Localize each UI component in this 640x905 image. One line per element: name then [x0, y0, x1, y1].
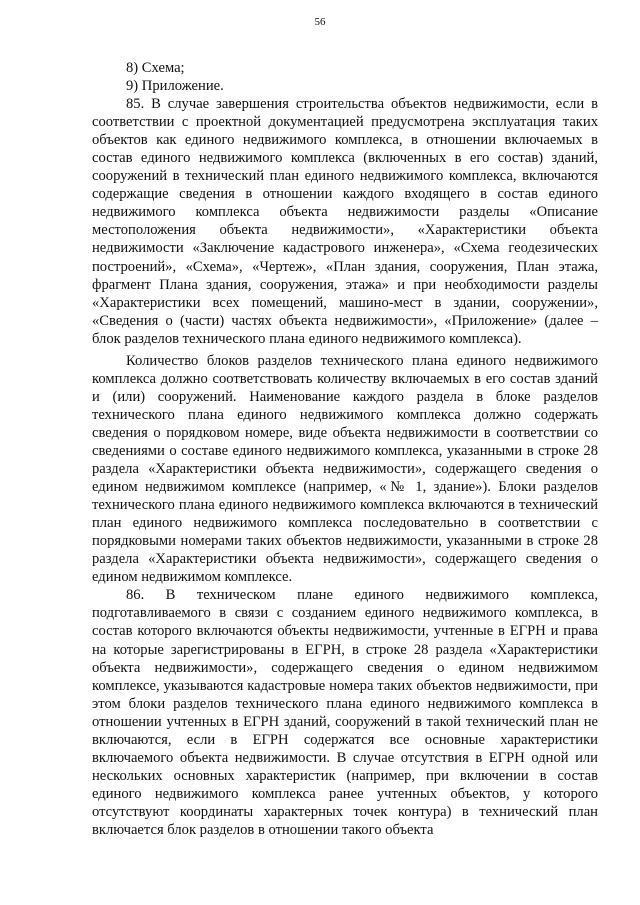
- list-item-scheme: 8) Схема;: [126, 60, 185, 76]
- clause-85-continuation: Количество блоков разделов технического плана единого недвижимого комплекса должно соответствовать количеству включаемых в его состав зданий и (или) сооружений. Наименование каждого раздела в блоке разделов технического плана единого недвижимого комплекса должно содержать сведения о порядковом номере, виде объекта недвижимости в соответствии со сведениями о составе единого недвижимого комплекса, указанными в строке 28 раздела «Характеристики объекта недвижимости», содержащего сведения о едином недвижимом комплексе (например, «№ 1, здание»). Блоки разделов технического плана единого недвижимого комплекса включаются в технический план единого недвижимого комплекса последовательно в соответствии с порядковыми номерами таких объектов недвижимости, указанными в строке 28 раздела «Характеристики объекта недвижимости», содержащего сведения о едином недвижимом комплексе.: [92, 352, 598, 586]
- page-number: 56: [314, 16, 326, 28]
- clause-86: 86. В техническом плане единого недвижимого комплекса, подготавливаемого в связи с созданием единого недвижимого комплекса, в состав которого включаются объекты недвижимости, учтенные в ЕГРН и права на которые зарегистрированы в ЕГРН, в строке 28 раздела «Характеристики объекта недвижимости», содержащего сведения о едином недвижимом комплексе, указываются кадастровые номера таких объектов недвижимости, при этом блоки разделов технического плана единого недвижимого комплекса в отношении учтенных в ЕГРН зданий, сооружений в такой технический план не включаются, если в ЕГРН содержатся все основные характеристики включаемого объекта недвижимости. В случае отсутствия в ЕГРН одной или нескольких основных характеристик (например, при включении в состав единого недвижимого комплекса ранее учтенных объектов, у которого отсутствуют координаты характерных точек контура) в технический план включается блок разделов в отношении такого объекта: [92, 587, 598, 838]
- list-item-appendix: 9) Приложение.: [126, 78, 224, 95]
- clause-85: 85. В случае завершения строительства объектов недвижимости, если в соответствии с проектной документацией предусмотрена эксплуатация таких объектов как единого недвижимого комплекса, в отношении включаемых в состав единого недвижимого комплекса (включенных в его состав) зданий, сооружений в технический план единого недвижимого комплекса, включаются содержащие сведения в отношении каждого входящего в состав единого недвижимого комплекса объекта недвижимости разделы «Описание местоположения объекта недвижимости», «Характеристики объекта недвижимости «Заключение кадастрового инженера», «Схема геодезических построений», «Схема», «Чертеж», «План здания, сооружения, План этажа, фрагмент Плана здания, сооружения, этажа» и при необходимости разделы «Характеристики всех помещений, машино-мест в здании, сооружении», «Сведения о (части) частях объекта недвижимости», «Приложение» (далее – блок разделов технического плана единого недвижимого комплекса).: [92, 96, 598, 347]
- body-text: [92, 59, 598, 839]
